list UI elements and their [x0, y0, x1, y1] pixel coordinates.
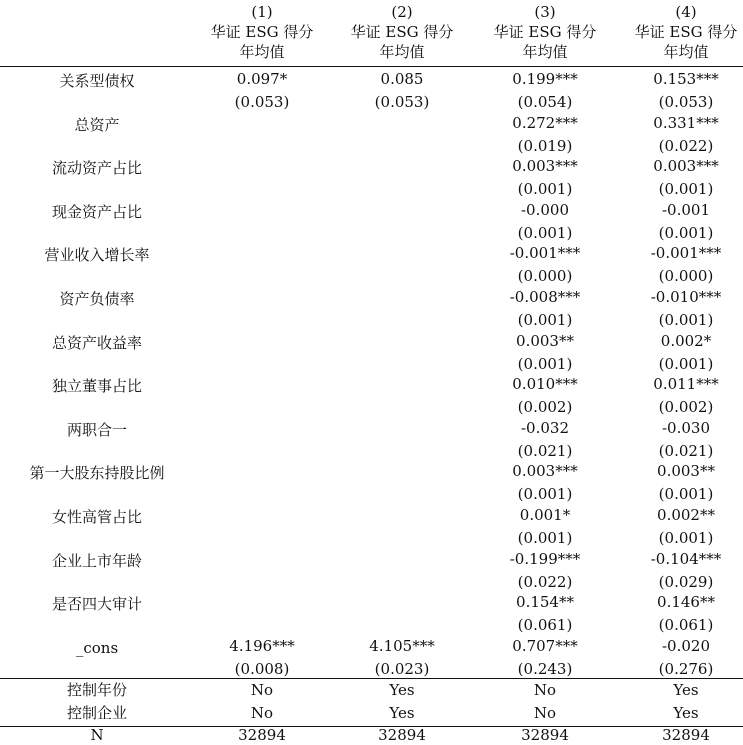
variable-label: 营业收入增长率 [44, 246, 150, 265]
coefficient: -0.001 [661, 200, 711, 219]
variable-label: 企业上市年龄 [51, 551, 143, 570]
control-value: No [250, 681, 274, 699]
standard-error: (0.008) [234, 659, 290, 678]
coefficient: 0.272*** [512, 113, 578, 132]
standard-error: (0.001) [658, 311, 714, 329]
coefficient: -0.010*** [650, 288, 722, 306]
variable-label: 关系型债权 [59, 72, 135, 90]
observations-value: 32894 [378, 726, 426, 744]
control-value: Yes [389, 681, 415, 699]
coefficient: 0.199*** [512, 70, 578, 88]
coefficient: 0.003** [516, 331, 574, 350]
coefficient: -0.008*** [509, 288, 581, 306]
variable-label: 女性高管占比 [51, 508, 143, 526]
coefficient: 4.105*** [369, 636, 435, 655]
standard-error: (0.001) [517, 354, 573, 373]
control-value: No [250, 704, 274, 722]
coefficient: 0.154** [516, 593, 574, 612]
coefficient: 0.003*** [653, 157, 719, 176]
coefficient: 0.707*** [512, 636, 578, 655]
standard-error: (0.061) [658, 616, 714, 635]
coefficient: 0.010*** [512, 375, 578, 394]
standard-error: (0.001) [658, 529, 714, 547]
standard-error: (0.001) [517, 223, 573, 242]
column-number: (1) [251, 3, 273, 21]
coefficient: 0.003*** [512, 157, 578, 176]
standard-error: (0.061) [517, 616, 573, 635]
control-value: No [533, 704, 557, 722]
variable-label: 是否四大审计 [51, 595, 143, 614]
variable-label: 总资产 [74, 115, 120, 134]
coefficient: -0.199*** [509, 549, 581, 568]
coefficient: 0.085 [380, 70, 424, 88]
column-header: 年均值 [522, 43, 568, 61]
variable-label: 资产负债率 [59, 290, 135, 308]
coefficient: 0.003** [657, 462, 715, 481]
standard-error: (0.001) [658, 180, 714, 199]
observations-value: 32894 [521, 726, 569, 744]
coefficient: 0.003*** [512, 462, 578, 481]
coefficient: 0.011*** [653, 375, 719, 394]
variable-label: 现金资产占比 [51, 202, 143, 221]
standard-error: (0.002) [517, 398, 573, 417]
coefficient: -0.032 [520, 418, 570, 437]
variable-label: 两职合一 [66, 420, 128, 439]
column-header: 华证 ESG 得分 [634, 23, 738, 41]
standard-error: (0.029) [658, 572, 714, 591]
standard-error: (0.002) [658, 398, 714, 417]
standard-error: (0.001) [658, 354, 714, 373]
standard-error: (0.000) [658, 267, 714, 286]
standard-error: (0.276) [658, 659, 714, 678]
coefficient: 0.146** [657, 593, 715, 612]
control-value: Yes [673, 704, 699, 722]
column-header: 年均值 [239, 43, 285, 61]
coefficient: 0.001* [519, 506, 571, 524]
standard-error: (0.001) [658, 223, 714, 242]
column-number: (4) [675, 3, 697, 21]
coefficient: -0.104*** [650, 549, 722, 568]
observations-value: 32894 [662, 726, 710, 744]
observations-label: N [90, 726, 104, 744]
column-header: 华证 ESG 得分 [493, 23, 597, 41]
controls-rule [0, 678, 743, 679]
coefficient: 0.097* [236, 70, 288, 88]
header-rule [0, 66, 743, 67]
column-header: 华证 ESG 得分 [350, 23, 454, 41]
standard-error: (0.021) [658, 441, 714, 460]
standard-error: (0.001) [517, 180, 573, 199]
control-value: No [533, 681, 557, 699]
column-header: 年均值 [663, 43, 709, 61]
control-label: 控制年份 [66, 681, 128, 699]
observations-rule [0, 726, 743, 727]
coefficient: 0.331*** [653, 113, 719, 132]
coefficient: 0.002* [660, 331, 712, 350]
control-label: 控制企业 [66, 704, 128, 722]
standard-error: (0.053) [374, 93, 430, 111]
column-header: 年均值 [379, 43, 425, 61]
variable-label: _cons [75, 638, 119, 657]
coefficient: 0.153*** [653, 70, 719, 88]
variable-label: 独立董事占比 [51, 377, 143, 396]
coefficient: -0.000 [520, 200, 570, 219]
standard-error: (0.001) [517, 485, 573, 504]
column-number: (2) [391, 3, 413, 21]
column-number: (3) [534, 3, 556, 21]
standard-error: (0.054) [517, 93, 573, 111]
standard-error: (0.022) [658, 136, 714, 155]
standard-error: (0.001) [517, 529, 573, 547]
standard-error: (0.243) [517, 659, 573, 678]
coefficient: 4.196*** [229, 636, 295, 655]
coefficient: -0.001*** [509, 244, 581, 263]
control-value: Yes [673, 681, 699, 699]
standard-error: (0.001) [658, 485, 714, 504]
standard-error: (0.022) [517, 572, 573, 591]
standard-error: (0.000) [517, 267, 573, 286]
standard-error: (0.023) [374, 659, 430, 678]
coefficient: -0.030 [661, 418, 711, 437]
standard-error: (0.001) [517, 311, 573, 329]
coefficient: 0.002** [657, 506, 715, 524]
variable-label: 流动资产占比 [51, 159, 143, 178]
standard-error: (0.053) [234, 93, 290, 111]
coefficient: -0.001*** [650, 244, 722, 263]
standard-error: (0.019) [517, 136, 573, 155]
variable-label: 总资产收益率 [51, 333, 143, 352]
standard-error: (0.021) [517, 441, 573, 460]
coefficient: -0.020 [661, 636, 711, 655]
observations-value: 32894 [238, 726, 286, 744]
standard-error: (0.053) [658, 93, 714, 111]
column-header: 华证 ESG 得分 [210, 23, 314, 41]
control-value: Yes [389, 704, 415, 722]
variable-label: 第一大股东持股比例 [29, 464, 165, 483]
